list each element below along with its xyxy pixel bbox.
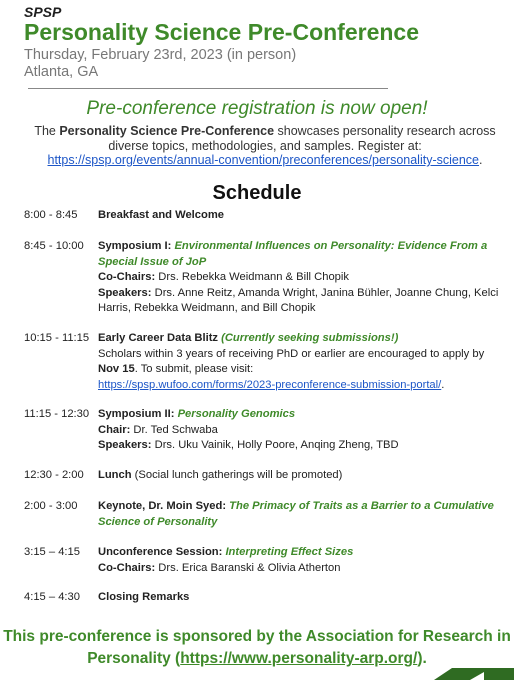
corner-decoration <box>404 664 514 680</box>
schedule-label: Keynote, Dr. Moin Syed: <box>98 500 230 512</box>
schedule-content <box>98 331 503 393</box>
blitz-deadline: Nov 15 <box>98 363 135 375</box>
intro-pre: The <box>34 124 60 138</box>
schedule-time: 12:30 - 2:00 <box>24 469 84 481</box>
schedule-content <box>98 239 503 317</box>
schedule-time: 10:15 - 11:15 <box>24 332 90 344</box>
registration-link[interactable]: https://spsp.org/events/annual-convention/preconferences/personality-science <box>47 153 480 167</box>
schedule-label: Early Career Data Blitz <box>98 332 222 344</box>
schedule-title: Closing Remarks <box>98 591 190 603</box>
submission-link-tail: . <box>441 378 445 391</box>
conference-location: Atlanta, GA <box>24 64 99 80</box>
schedule-title: Environmental Influences on Personality: Evidence From a Special Issue of JoP <box>98 240 488 268</box>
schedule-content <box>98 590 503 606</box>
org-label: SPSP <box>24 4 62 20</box>
co-chairs: Drs. Erica Baranski & Olivia Atherton <box>155 561 341 574</box>
schedule-content <box>98 545 503 576</box>
schedule-content <box>98 499 503 530</box>
registration-intro <box>30 124 500 168</box>
schedule-title: (Currently seeking submissions!) <box>221 332 399 344</box>
chair-label: Chair: <box>98 423 131 436</box>
schedule-content <box>98 407 503 454</box>
co-chairs-label: Co-Chairs: <box>98 561 156 574</box>
speakers-label: Speakers: <box>98 286 152 299</box>
speakers-label: Speakers: <box>98 439 152 451</box>
schedule-time: 11:15 - 12:30 <box>24 408 90 420</box>
header-divider <box>28 88 388 89</box>
schedule-label: Symposium II: <box>98 408 178 420</box>
schedule-heading: Schedule <box>212 182 302 204</box>
sponsor-pre: This pre-conference is sponsored by the Association for Research in Personality ( <box>3 628 511 667</box>
schedule-title: Interpreting Effect Sizes <box>225 546 354 558</box>
blitz-description-tail: . To submit, please visit: <box>134 363 254 375</box>
registration-heading: Pre-conference registration is now open! <box>86 98 428 119</box>
schedule-label: Unconference Session: <box>98 546 226 558</box>
blitz-description: Scholars within 3 years of receiving PhD or earlier are encouraged to apply by <box>98 347 485 360</box>
schedule-title: Breakfast and Welcome <box>98 209 225 221</box>
co-chairs-label: Co-Chairs: <box>98 271 156 283</box>
schedule-content <box>98 468 503 484</box>
schedule-title: The Primacy of Traits as a Barrier to a Cumulative Science of Personality <box>98 500 494 528</box>
conference-title: Personality Science Pre-Conference <box>24 19 419 45</box>
sponsor-link[interactable]: https://www.personality-arp.org/ <box>180 650 418 667</box>
schedule-time: 2:00 - 3:00 <box>24 500 78 512</box>
registration-link-tail: . <box>479 153 483 167</box>
co-chairs: Drs. Rebekka Weidmann & Bill Chopik <box>155 271 349 283</box>
submission-link[interactable]: https://spsp.wufoo.com/forms/2023-preconference-submission-portal/ <box>98 378 442 391</box>
intro-bold: Personality Science Pre-Conference <box>59 124 275 138</box>
chair: Dr. Ted Schwaba <box>130 423 218 436</box>
intro-post: showcases personality research across diverse topics, methodologies, and samples. Register at: <box>108 124 496 153</box>
schedule-time: 8:00 - 8:45 <box>24 209 78 221</box>
schedule-label: Symposium I: <box>98 240 175 252</box>
schedule-label: Lunch <box>98 469 132 481</box>
schedule-content <box>98 208 503 224</box>
speakers: Drs. Uku Vainik, Holly Poore, Anqing Zheng, TBD <box>151 439 399 451</box>
speakers: Drs. Anne Reitz, Amanda Wright, Janina Bühler, Joanne Chung, Kelci Harris, Rebekka Weidmann, and Bill Chopik <box>98 286 499 314</box>
schedule-time: 4:15 – 4:30 <box>24 591 80 603</box>
schedule-time: 3:15 – 4:15 <box>24 546 80 558</box>
sponsor-post: ). <box>417 650 427 667</box>
conference-date: Thursday, February 23rd, 2023 (in person) <box>24 47 297 63</box>
schedule-note: (Social lunch gatherings will be promoted) <box>131 469 343 481</box>
schedule-time: 8:45 - 10:00 <box>24 240 84 252</box>
schedule-title: Personality Genomics <box>177 408 296 420</box>
